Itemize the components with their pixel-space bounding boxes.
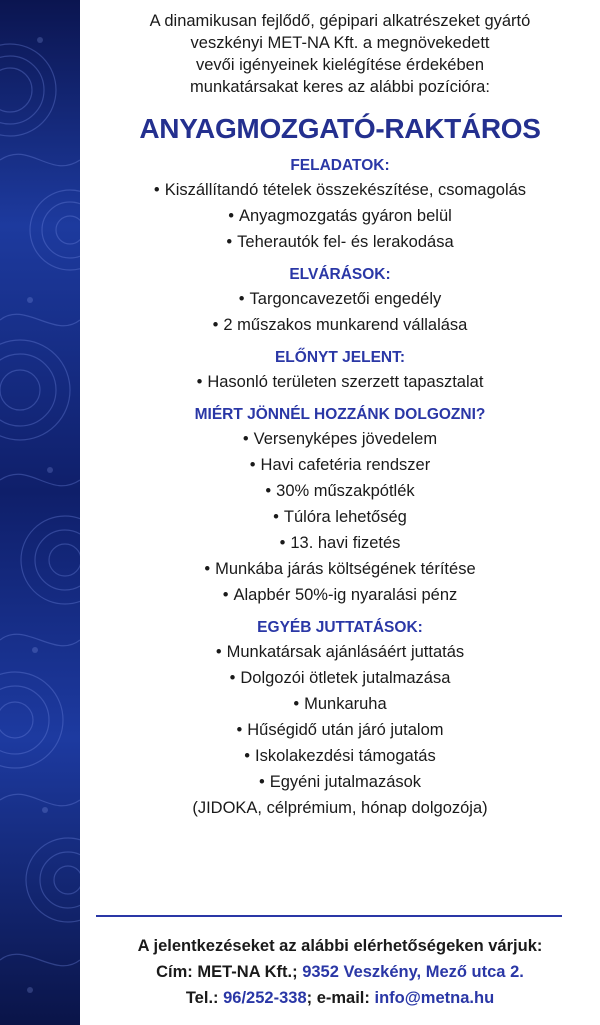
bullet-icon: •	[293, 695, 300, 713]
email-label: ; e-mail:	[306, 989, 370, 1007]
decorative-side-panel	[0, 0, 80, 1025]
intro-line: munkatársakat keres az alábbi pozícióra:	[190, 78, 490, 96]
list-item-text: Munkaruha	[304, 695, 387, 713]
bullet-icon: •	[279, 534, 286, 552]
list-item-text: Hasonló területen szerzett tapasztalat	[207, 373, 484, 391]
list-item	[80, 229, 600, 255]
list-item	[80, 312, 600, 338]
bullet-icon: •	[228, 207, 234, 225]
list-item	[80, 691, 600, 717]
section-requirements	[80, 264, 600, 338]
intro-line: vevői igényeinek kielégítése érdekében	[195, 56, 485, 74]
list-item-text: 13. havi fizetés	[290, 534, 401, 552]
list-item-text: Egyéni jutalmazások	[269, 773, 422, 791]
address-value: 9352 Veszkény, Mező utca 2.	[302, 963, 524, 981]
intro-line: veszkényi MET-NA Kft. a megnövekedett	[190, 34, 490, 52]
phone-value: 96/252-338	[223, 989, 307, 1007]
list-item-text: Túlóra lehetőség	[283, 508, 407, 526]
section-list	[80, 177, 600, 255]
list-item-text: Alapbér 50%-ig nyaralási pénz	[233, 586, 458, 604]
bullet-icon: •	[258, 773, 265, 791]
section-heading: ELŐNYT JELENT:	[274, 349, 406, 366]
list-item-text: Anyagmozgatás gyáron belül	[238, 207, 452, 225]
list-item-text: Dolgozói ötletek jutalmazása	[240, 669, 451, 687]
section-list	[80, 426, 600, 608]
bullet-icon: •	[196, 373, 203, 391]
list-item-text: Munkába járás költségének térítése	[215, 560, 476, 578]
list-item	[80, 203, 600, 229]
divider	[96, 915, 562, 917]
list-item-text: Iskolakezdési támogatás	[255, 747, 436, 765]
list-item	[80, 743, 600, 769]
bullet-icon: •	[273, 508, 279, 526]
list-item	[80, 665, 600, 691]
email-link[interactable]: info@metna.hu	[374, 989, 495, 1007]
section-heading: EGYÉB JUTTATÁSOK:	[257, 619, 423, 636]
contact-phone-email	[80, 985, 600, 1011]
list-item	[80, 504, 600, 530]
list-item	[80, 286, 600, 312]
section-heading: FELADATOK:	[290, 157, 390, 174]
section-heading: MIÉRT JÖNNÉL HOZZÁNK DOLGOZNI?	[194, 406, 486, 423]
list-item-text: Versenyképes jövedelem	[253, 430, 438, 448]
bullet-icon: •	[242, 430, 249, 448]
list-item-text: Kiszállítandó tételek összekészítése, csomagolás	[164, 181, 527, 199]
list-item-text: Munkatársak ajánlásáért juttatás	[226, 643, 465, 661]
bullet-icon: •	[212, 316, 219, 334]
intro-line: A dinamikusan fejlődő, gépipari alkatrészeket gyártó	[149, 12, 531, 30]
contact-intro: A jelentkezéseket az alábbi elérhetőségeken várjuk:	[137, 937, 543, 955]
bullet-icon: •	[153, 181, 160, 199]
bullet-icon: •	[204, 560, 211, 578]
section-list	[80, 286, 600, 338]
list-item	[80, 582, 600, 608]
bullet-icon: •	[236, 721, 243, 739]
list-item	[80, 769, 600, 795]
section-advantage	[80, 347, 600, 395]
ornament-pattern	[0, 0, 80, 1025]
section-tasks	[80, 155, 600, 255]
list-item	[80, 369, 600, 395]
bullet-icon: •	[229, 669, 236, 687]
section-list	[80, 639, 600, 821]
contact-block	[80, 933, 600, 1011]
bullet-icon: •	[238, 290, 245, 308]
list-item	[80, 426, 600, 452]
list-item	[80, 717, 600, 743]
section-list	[80, 369, 600, 395]
bullet-icon: •	[215, 643, 222, 661]
list-item	[80, 530, 600, 556]
list-item-text: Hűségidő után járó jutalom	[247, 721, 444, 739]
list-item	[80, 478, 600, 504]
job-title: ANYAGMOZGATÓ-RAKTÁROS	[139, 113, 541, 144]
bullet-icon: •	[222, 586, 229, 604]
list-item-text: 2 műszakos munkarend vállalása	[223, 316, 468, 334]
list-item	[80, 639, 600, 665]
list-item-text: Targoncavezetői engedély	[249, 290, 442, 308]
list-item	[80, 177, 600, 203]
bullet-icon: •	[244, 747, 251, 765]
list-item-note: (JIDOKA, célprémium, hónap dolgozója)	[192, 799, 488, 817]
address-label: Cím: MET-NA Kft.;	[156, 963, 298, 981]
job-posting	[80, 0, 600, 1025]
phone-label: Tel.:	[185, 989, 219, 1007]
contact-address	[80, 959, 600, 985]
list-item-text: Havi cafetéria rendszer	[260, 456, 431, 474]
intro-paragraph	[80, 10, 600, 98]
bullet-icon: •	[249, 456, 256, 474]
bullet-icon: •	[265, 482, 272, 500]
section-heading: ELVÁRÁSOK:	[289, 266, 391, 283]
list-item	[80, 452, 600, 478]
section-other-benefits	[80, 617, 600, 821]
list-item-text: 30% műszakpótlék	[276, 482, 415, 500]
section-why-us	[80, 404, 600, 608]
list-item-text: Teherautók fel- és lerakodása	[237, 233, 454, 251]
bullet-icon: •	[226, 233, 233, 251]
list-item	[80, 556, 600, 582]
